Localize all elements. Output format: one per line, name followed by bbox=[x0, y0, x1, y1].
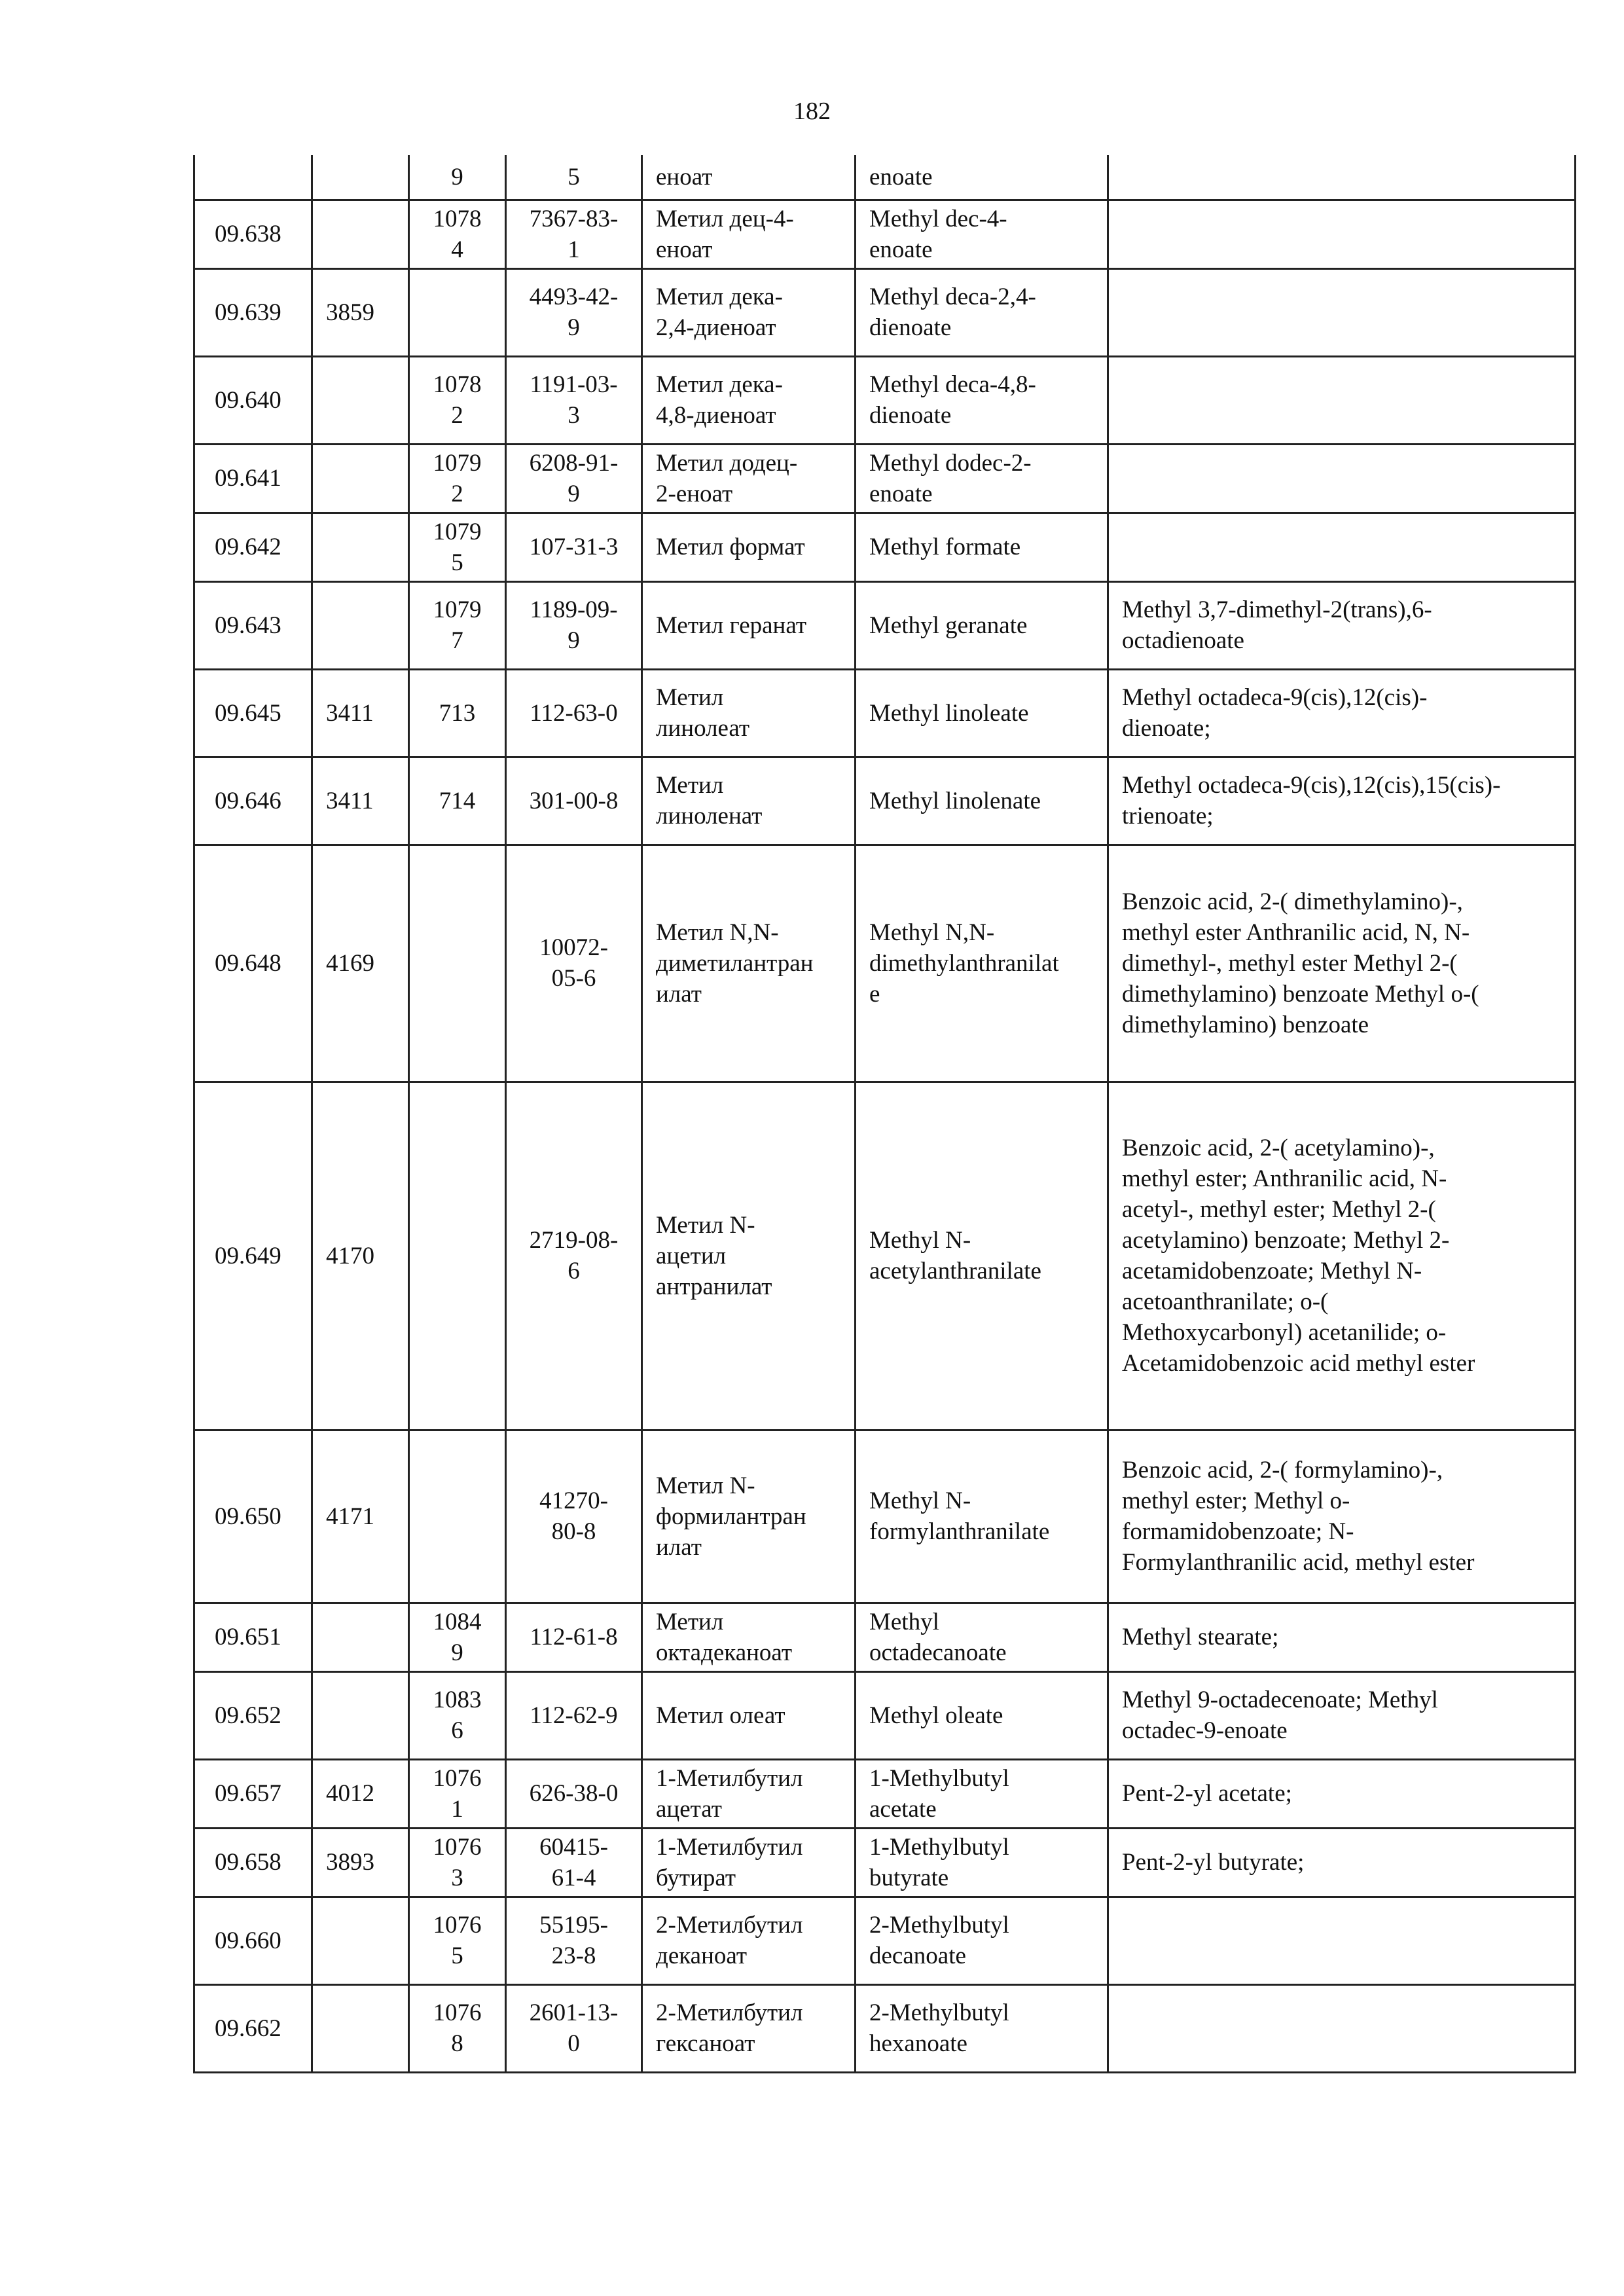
cell-number: 09.648 bbox=[194, 845, 312, 1082]
cell-name-ru: Метил линоленат bbox=[642, 757, 856, 845]
cell-number: 09.646 bbox=[194, 757, 312, 845]
table-row bbox=[194, 757, 1576, 845]
table-row bbox=[194, 444, 1576, 513]
cell-fema bbox=[312, 513, 409, 581]
table-row bbox=[194, 155, 1576, 200]
cell-synonyms: Methyl 3,7-dimethyl-2(trans),6- octadienoate bbox=[1108, 581, 1576, 669]
cell-name-en: 1-Methylbutyl acetate bbox=[856, 1759, 1108, 1828]
cell-name-en: enoate bbox=[856, 155, 1108, 200]
cell-number: 09.638 bbox=[194, 200, 312, 268]
cell-name-ru: Метил N- ацетил антранилат bbox=[642, 1082, 856, 1430]
cell-coe: 1076 8 bbox=[409, 1984, 506, 2072]
cell-name-en: 2-Methylbutyl hexanoate bbox=[856, 1984, 1108, 2072]
cell-cas: 7367-83- 1 bbox=[506, 200, 642, 268]
table-body bbox=[194, 155, 1576, 2072]
cell-name-en: Methyl N- formylanthranilate bbox=[856, 1430, 1108, 1603]
cell-synonyms: Methyl octadeca-9(cis),12(cis),15(cis)- trienoate; bbox=[1108, 757, 1576, 845]
cell-number: 09.639 bbox=[194, 268, 312, 356]
cell-coe bbox=[409, 1430, 506, 1603]
table-row bbox=[194, 1671, 1576, 1759]
table-row bbox=[194, 513, 1576, 581]
cell-synonyms bbox=[1108, 1984, 1576, 2072]
cell-cas: 112-61-8 bbox=[506, 1603, 642, 1671]
cell-cas: 10072- 05-6 bbox=[506, 845, 642, 1082]
cell-number: 09.642 bbox=[194, 513, 312, 581]
cell-name-ru: Метил N- формилантран илат bbox=[642, 1430, 856, 1603]
cell-number: 09.651 bbox=[194, 1603, 312, 1671]
cell-name-en: Methyl geranate bbox=[856, 581, 1108, 669]
cell-fema bbox=[312, 1603, 409, 1671]
cell-fema: 3859 bbox=[312, 268, 409, 356]
cell-cas: 4493-42- 9 bbox=[506, 268, 642, 356]
table-row bbox=[194, 1984, 1576, 2072]
cell-name-en: Methyl linolenate bbox=[856, 757, 1108, 845]
cell-cas: 5 bbox=[506, 155, 642, 200]
cell-name-en: Methyl formate bbox=[856, 513, 1108, 581]
table-row bbox=[194, 1082, 1576, 1430]
cell-name-en: Methyl deca-4,8- dienoate bbox=[856, 356, 1108, 444]
cell-name-ru: Метил N,N- диметилантран илат bbox=[642, 845, 856, 1082]
cell-cas: 6208-91- 9 bbox=[506, 444, 642, 513]
cell-name-en: Methyl deca-2,4- dienoate bbox=[856, 268, 1108, 356]
cell-fema: 4171 bbox=[312, 1430, 409, 1603]
cell-fema bbox=[312, 200, 409, 268]
cell-name-en: 1-Methylbutyl butyrate bbox=[856, 1828, 1108, 1897]
cell-synonyms: Benzoic acid, 2-( dimethylamino)-, methyl ester Anthranilic acid, N, N- dimethyl-, methyl ester Methyl 2-( dimethylamino) benzoate Methyl o-( dimethylamino) benzoate bbox=[1108, 845, 1576, 1082]
cell-cas: 2719-08- 6 bbox=[506, 1082, 642, 1430]
table-row bbox=[194, 356, 1576, 444]
cell-fema bbox=[312, 444, 409, 513]
cell-coe: 713 bbox=[409, 669, 506, 757]
cell-cas: 41270- 80-8 bbox=[506, 1430, 642, 1603]
cell-synonyms: Pent-2-yl acetate; bbox=[1108, 1759, 1576, 1828]
cell-cas: 1189-09- 9 bbox=[506, 581, 642, 669]
cell-name-en: Methyl N,N- dimethylanthranilat e bbox=[856, 845, 1108, 1082]
cell-fema bbox=[312, 581, 409, 669]
cell-name-ru: 2-Метилбутил деканоат bbox=[642, 1897, 856, 1984]
cell-name-ru: Метил дец-4- еноат bbox=[642, 200, 856, 268]
cell-synonyms bbox=[1108, 444, 1576, 513]
cell-name-en: Methyl linoleate bbox=[856, 669, 1108, 757]
cell-coe: 1078 4 bbox=[409, 200, 506, 268]
cell-number: 09.650 bbox=[194, 1430, 312, 1603]
cell-synonyms: Methyl stearate; bbox=[1108, 1603, 1576, 1671]
cell-name-en: Methyl N- acetylanthranilate bbox=[856, 1082, 1108, 1430]
cell-number: 09.652 bbox=[194, 1671, 312, 1759]
page-number: 182 bbox=[793, 98, 831, 125]
cell-synonyms: Benzoic acid, 2-( formylamino)-, methyl ester; Methyl o- formamidobenzoate; N- Formylanthranilic acid, methyl ester bbox=[1108, 1430, 1576, 1603]
cell-coe: 1083 6 bbox=[409, 1671, 506, 1759]
cell-number: 09.662 bbox=[194, 1984, 312, 2072]
cell-fema bbox=[312, 356, 409, 444]
table-row bbox=[194, 268, 1576, 356]
table-row bbox=[194, 1430, 1576, 1603]
cell-synonyms: Pent-2-yl butyrate; bbox=[1108, 1828, 1576, 1897]
cell-cas: 112-63-0 bbox=[506, 669, 642, 757]
cell-name-ru: Метил геранат bbox=[642, 581, 856, 669]
substances-table bbox=[193, 155, 1576, 2073]
cell-coe: 1084 9 bbox=[409, 1603, 506, 1671]
cell-name-ru: 2-Метилбутил гексаноат bbox=[642, 1984, 856, 2072]
cell-synonyms bbox=[1108, 200, 1576, 268]
cell-cas: 2601-13- 0 bbox=[506, 1984, 642, 2072]
cell-number bbox=[194, 155, 312, 200]
cell-fema: 3411 bbox=[312, 757, 409, 845]
table-row bbox=[194, 1897, 1576, 1984]
cell-number: 09.658 bbox=[194, 1828, 312, 1897]
cell-cas: 1191-03- 3 bbox=[506, 356, 642, 444]
cell-name-ru: Метил додец- 2-еноат bbox=[642, 444, 856, 513]
cell-name-ru: Метил линолеат bbox=[642, 669, 856, 757]
cell-name-ru: Метил олеат bbox=[642, 1671, 856, 1759]
cell-coe bbox=[409, 845, 506, 1082]
cell-cas: 626-38-0 bbox=[506, 1759, 642, 1828]
cell-coe: 1076 5 bbox=[409, 1897, 506, 1984]
cell-coe: 1079 7 bbox=[409, 581, 506, 669]
cell-number: 09.649 bbox=[194, 1082, 312, 1430]
cell-fema bbox=[312, 1671, 409, 1759]
cell-synonyms: Methyl 9-octadecenoate; Methyl octadec-9-enoate bbox=[1108, 1671, 1576, 1759]
cell-coe: 1076 3 bbox=[409, 1828, 506, 1897]
cell-name-en: Methyl dodec-2- enoate bbox=[856, 444, 1108, 513]
cell-coe: 1078 2 bbox=[409, 356, 506, 444]
cell-name-ru: Метил формат bbox=[642, 513, 856, 581]
cell-coe: 714 bbox=[409, 757, 506, 845]
cell-fema: 4169 bbox=[312, 845, 409, 1082]
cell-cas: 301-00-8 bbox=[506, 757, 642, 845]
cell-number: 09.641 bbox=[194, 444, 312, 513]
cell-coe: 1079 5 bbox=[409, 513, 506, 581]
cell-number: 09.657 bbox=[194, 1759, 312, 1828]
cell-fema: 3411 bbox=[312, 669, 409, 757]
cell-synonyms bbox=[1108, 155, 1576, 200]
cell-number: 09.645 bbox=[194, 669, 312, 757]
table-row bbox=[194, 1759, 1576, 1828]
cell-fema: 4170 bbox=[312, 1082, 409, 1430]
table-row bbox=[194, 1828, 1576, 1897]
cell-name-en: Methyl dec-4- enoate bbox=[856, 200, 1108, 268]
cell-cas: 112-62-9 bbox=[506, 1671, 642, 1759]
cell-fema bbox=[312, 155, 409, 200]
cell-cas: 55195- 23-8 bbox=[506, 1897, 642, 1984]
table-row bbox=[194, 200, 1576, 268]
table-row bbox=[194, 669, 1576, 757]
cell-name-ru: еноат bbox=[642, 155, 856, 200]
cell-cas: 60415- 61-4 bbox=[506, 1828, 642, 1897]
cell-coe: 9 bbox=[409, 155, 506, 200]
cell-number: 09.640 bbox=[194, 356, 312, 444]
cell-name-en: Methyl octadecanoate bbox=[856, 1603, 1108, 1671]
cell-synonyms bbox=[1108, 268, 1576, 356]
table-row bbox=[194, 1603, 1576, 1671]
cell-name-ru: Метил дека- 2,4-диеноат bbox=[642, 268, 856, 356]
cell-number: 09.660 bbox=[194, 1897, 312, 1984]
cell-coe bbox=[409, 268, 506, 356]
cell-synonyms bbox=[1108, 356, 1576, 444]
cell-synonyms: Methyl octadeca-9(cis),12(cis)- dienoate; bbox=[1108, 669, 1576, 757]
cell-name-ru: 1-Метилбутил ацетат bbox=[642, 1759, 856, 1828]
cell-coe: 1079 2 bbox=[409, 444, 506, 513]
cell-name-ru: 1-Метилбутил бутират bbox=[642, 1828, 856, 1897]
cell-synonyms bbox=[1108, 1897, 1576, 1984]
cell-name-en: Methyl oleate bbox=[856, 1671, 1108, 1759]
cell-cas: 107-31-3 bbox=[506, 513, 642, 581]
cell-fema: 3893 bbox=[312, 1828, 409, 1897]
cell-name-ru: Метил дека- 4,8-диеноат bbox=[642, 356, 856, 444]
cell-fema bbox=[312, 1984, 409, 2072]
table-row bbox=[194, 581, 1576, 669]
cell-name-en: 2-Methylbutyl decanoate bbox=[856, 1897, 1108, 1984]
cell-coe: 1076 1 bbox=[409, 1759, 506, 1828]
cell-fema: 4012 bbox=[312, 1759, 409, 1828]
cell-coe bbox=[409, 1082, 506, 1430]
flavoring-substances-table bbox=[193, 155, 1574, 2073]
cell-number: 09.643 bbox=[194, 581, 312, 669]
table-row bbox=[194, 845, 1576, 1082]
cell-synonyms: Benzoic acid, 2-( acetylamino)-, methyl ester; Anthranilic acid, N- acetyl-, methyl ester; Methyl 2-( acetylamino) benzoate; Methyl 2- acetamidobenzoate; Methyl N- acetoanthranilate; o-( Methoxycarbonyl) acetanilide; o- Acetamidobenzoic acid methyl ester bbox=[1108, 1082, 1576, 1430]
cell-name-ru: Метил октадеканоат bbox=[642, 1603, 856, 1671]
cell-synonyms bbox=[1108, 513, 1576, 581]
cell-fema bbox=[312, 1897, 409, 1984]
